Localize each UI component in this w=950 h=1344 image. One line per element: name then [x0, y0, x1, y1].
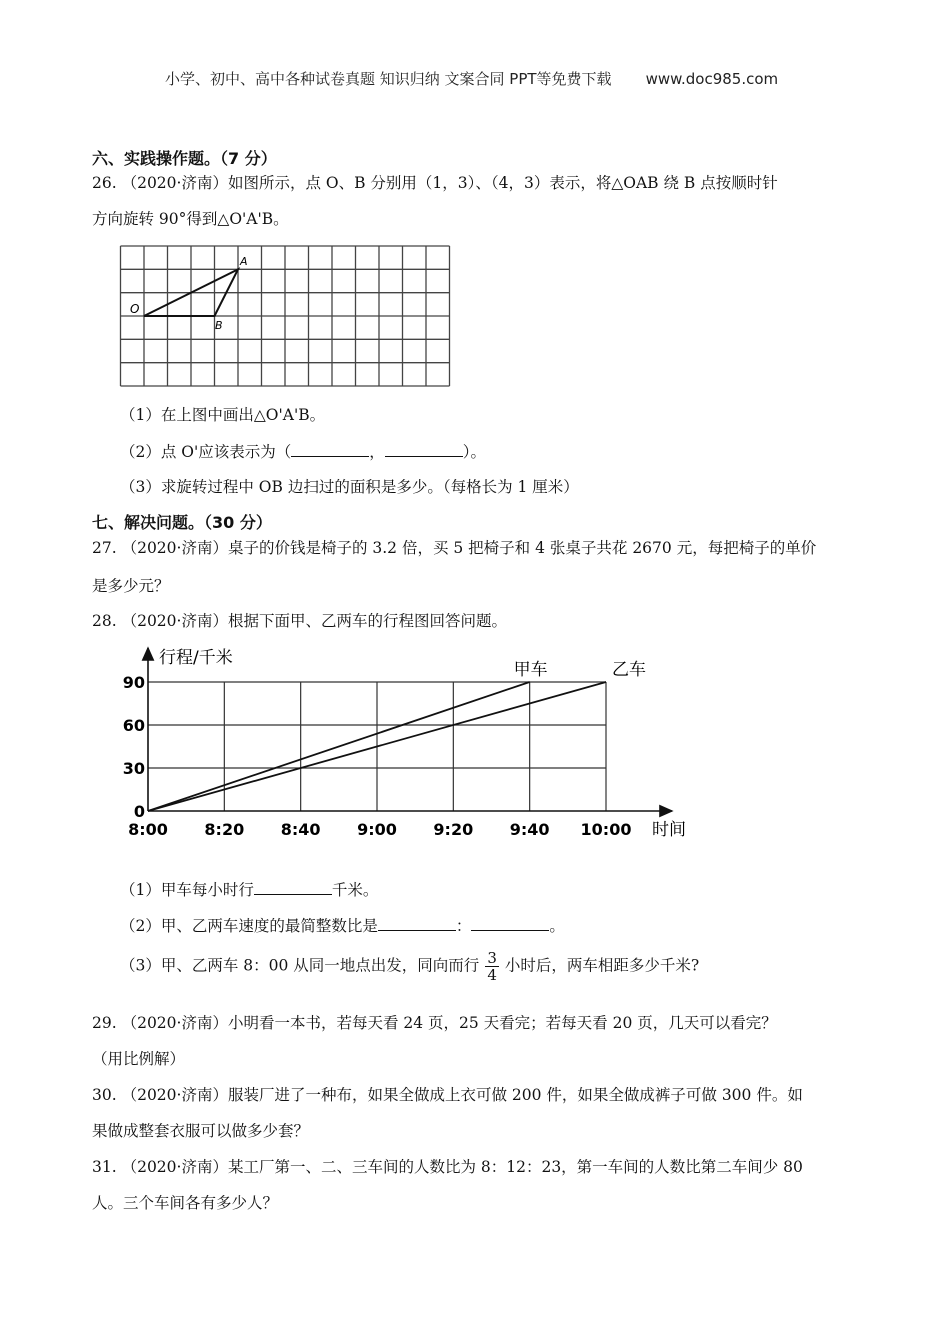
q28-sub3	[120, 950, 699, 983]
x-tick-label: 9:20	[433, 820, 474, 839]
series-label: 乙车	[612, 660, 646, 680]
x-tick-label: 9:00	[357, 820, 397, 839]
q31-line2: 人。三个车间各有多少人？	[92, 1194, 279, 1212]
y-axis-label: 行程/千米	[159, 648, 233, 668]
q28-sub2-post: 。	[549, 917, 565, 935]
header-text: 小学、初中、高中各种试卷真题 知识归纳 文案合同 PPT等免费下载	[165, 70, 612, 88]
answer-blank[interactable]	[471, 916, 549, 931]
point-o-label: O	[130, 302, 140, 316]
q26-sub3: （3）求旋转过程中 OB 边扫过的面积是多少。（每格长为 1 厘米）	[120, 478, 579, 496]
q26-grid-figure	[112, 240, 457, 392]
q26-sub2	[120, 440, 486, 462]
section-7-title: 七、解决问题。（30 分）	[92, 513, 272, 532]
q28-sub1-post: 千米。	[331, 881, 379, 899]
q26-sub2-post: ）。	[462, 443, 487, 461]
q26-sub2-pre: （2）点 O'应该表示为（	[120, 443, 292, 461]
x-tick-label: 8:00	[128, 820, 168, 839]
q29-line1: 29. （2020·济南）小明看一本书，若每天看 24 页，25 天看完；若每天看 20 页，几天可以看完？	[92, 1014, 777, 1032]
x-tick-label: 8:20	[204, 820, 245, 839]
q27-line2: 是多少元？	[92, 577, 170, 595]
x-axis-label: 时间	[652, 820, 686, 840]
y-tick-label: 30	[122, 759, 145, 778]
series-label: 甲车	[513, 660, 548, 680]
q28-sub3-post: 小时后，两车相距多少千米?	[504, 956, 700, 975]
point-b-label: B	[215, 319, 223, 332]
answer-blank[interactable]	[291, 442, 369, 457]
q28-sub2	[120, 914, 565, 936]
answer-blank[interactable]	[385, 442, 463, 457]
fraction-denominator: 4	[487, 966, 497, 984]
answer-blank[interactable]	[254, 880, 332, 895]
q26-sub2-mid: ，	[369, 443, 385, 461]
q31-line1: 31. （2020·济南）某工厂第一、二、三车间的人数比为 8：12：23，第一车间的人数比第二车间少 80	[92, 1158, 803, 1176]
q28-line1: 28. （2020·济南）根据下面甲、乙两车的行程图回答问题。	[92, 612, 507, 630]
fraction	[485, 950, 499, 983]
y-tick-label: 0	[133, 802, 145, 821]
q27-line1: 27. （2020·济南）桌子的价钱是椅子的 3.2 倍，买 5 把椅子和 4 张桌子共花 2670 元，每把椅子的单价	[92, 539, 817, 557]
q26-line2: 方向旋转 90°得到△O'A'B。	[92, 210, 289, 228]
answer-blank[interactable]	[378, 916, 456, 931]
y-tick-label: 60	[122, 716, 145, 735]
q28-sub3-pre: （3）甲、乙两车 8：00 从同一地点出发，同向而行	[120, 956, 480, 975]
header-url[interactable]: www.doc985.com	[645, 70, 779, 88]
travel-chart	[115, 638, 705, 850]
q26-sub1: （1）在上图中画出△O'A'B。	[120, 406, 326, 424]
section-6-title: 六、实践操作题。（7 分）	[92, 149, 277, 168]
q28-sub2-pre: （2）甲、乙两车速度的最简整数比是	[120, 917, 378, 935]
y-tick-label: 90	[122, 673, 145, 692]
page-header	[165, 68, 778, 89]
x-tick-label: 8:40	[280, 820, 321, 839]
q30-line2: 果做成整套衣服可以做多少套？	[92, 1122, 310, 1140]
series-line-1	[148, 682, 530, 811]
q28-sub1-pre: （1）甲车每小时行	[120, 881, 254, 899]
q28-sub1	[120, 878, 378, 900]
q29-line2: （用比例解）	[92, 1050, 186, 1068]
point-a-label: A	[240, 255, 248, 268]
x-tick-label: 10:00	[580, 820, 632, 839]
fraction-numerator: 3	[487, 949, 497, 967]
q26-line1: 26. （2020·济南）如图所示，点 O、B 分别用（1，3）、（4，3）表示，将△OAB 绕 B 点按顺时针	[92, 174, 778, 192]
x-tick-label: 9:40	[509, 820, 550, 839]
q28-sub2-mid: ：	[455, 917, 472, 935]
q30-line1: 30. （2020·济南）服装厂进了一种布，如果全做成上衣可做 200 件，如果全做成裤子可做 300 件。如	[92, 1086, 803, 1104]
